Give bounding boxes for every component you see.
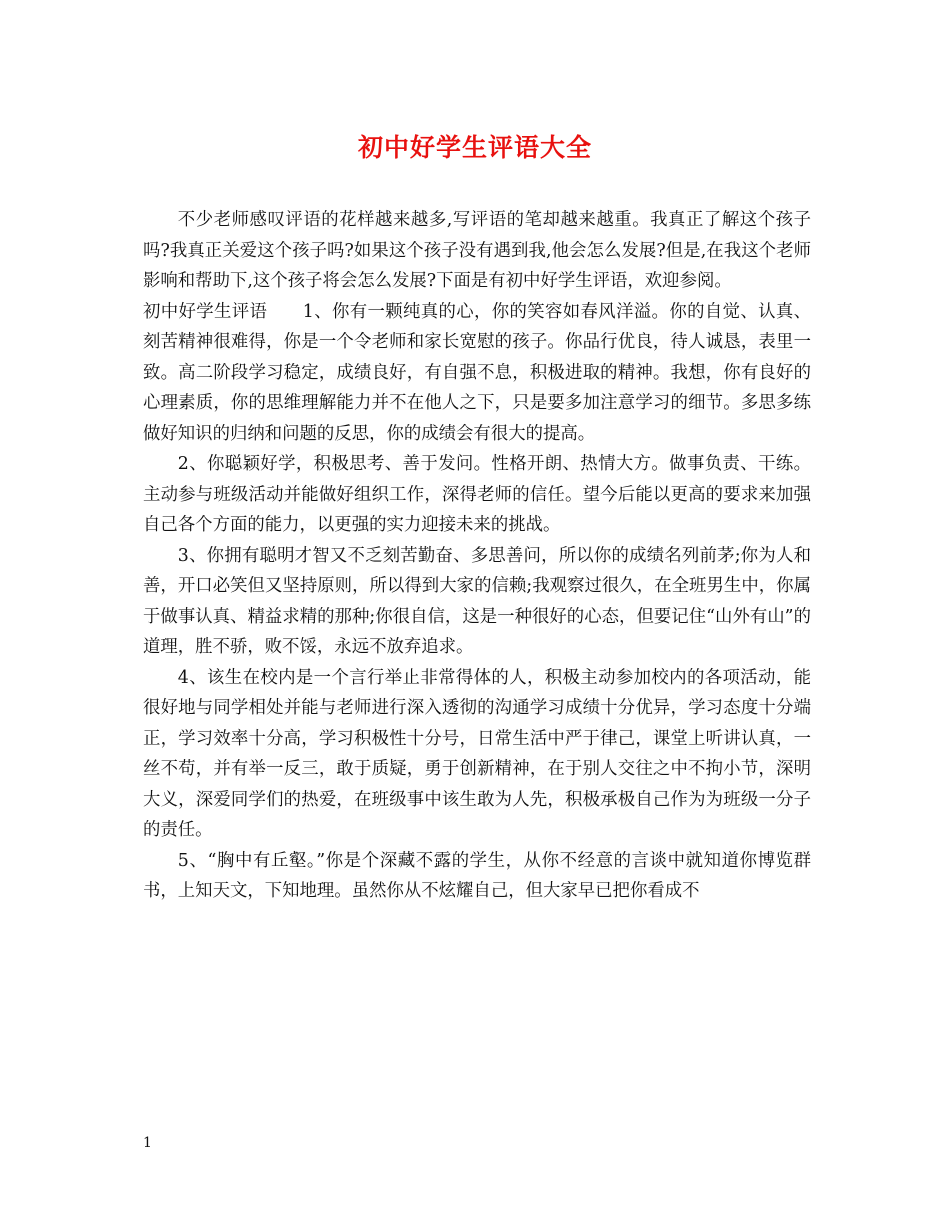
document-body [143, 205, 811, 907]
page-number: 1 [143, 1135, 152, 1151]
comment-paragraph-5: 5、“胸中有丘壑。”你是个深藏不露的学生，从你不经意的言谈中就知道你博览群书，上知天文，下知地理。虽然你从不炫耀自己，但大家早已把你看成不 [143, 850, 811, 901]
document-title: 初中好学生评语大全 [357, 133, 592, 162]
comment-paragraph-2: 2、你聪颖好学，积极思考、善于发问。性格开朗、热情大方。做事负责、干练。主动参与班级活动并能做好组织工作，深得老师的信任。望今后能以更高的要求来加强自己各个方面的能力，以更强的实力迎接未来的挑战。 [143, 454, 811, 535]
comment-paragraph-4: 4、该生在校内是一个言行举止非常得体的人，积极主动参加校内的各项活动，能很好地与同学相处并能与老师进行深入透彻的沟通学习成绩十分优异，学习态度十分端正，学习效率十分高，学习积极性十分号，日常生活中严于律己，课堂上听讲认真，一丝不苟，并有举一反三，敢于质疑，勇于创新精神，在于别人交往之中不拘小节，深明大义，深爱同学们的热爱，在班级事中该生敢为人先，积极承极自己作为为班级一分子的责任。 [143, 667, 811, 840]
comment-paragraph-3: 3、你拥有聪明才智又不乏刻苦勤奋、多思善问，所以你的成绩名列前茅;你为人和善，开口必笑但又坚持原则，所以得到大家的信赖;我观察过很久，在全班男生中，你属于做事认真、精益求精的那种;你很自信，这是一种很好的心态，但要记住“山外有山”的道理，胜不骄，败不馁，永远不放弃追求。 [143, 545, 811, 657]
comment-paragraph-1: 初中好学生评语 1、你有一颗纯真的心，你的笑容如春风洋溢。你的自觉、认真、刻苦精神很难得，你是一个令老师和家长宽慰的孩子。你品行优良，待人诚恳，表里一致。高二阶段学习稳定，成绩良好，有自强不息，积极进取的精神。我想，你有良好的心理素质，你的思维理解能力并不在他人之下，只是要多加注意学习的细节。多思多练做好知识的归纳和问题的反思，你的成绩会有很大的提高。 [143, 301, 811, 444]
intro-paragraph: 不少老师感叹评语的花样越来越多,写评语的笔却越来越重。我真正了解这个孩子吗?我真正关爱这个孩子吗?如果这个孩子没有遇到我,他会怎么发展?但是,在我这个老师影响和帮助下,这个孩子将会怎么发展?下面是有初中好学生评语，欢迎参阅。 [143, 210, 811, 291]
